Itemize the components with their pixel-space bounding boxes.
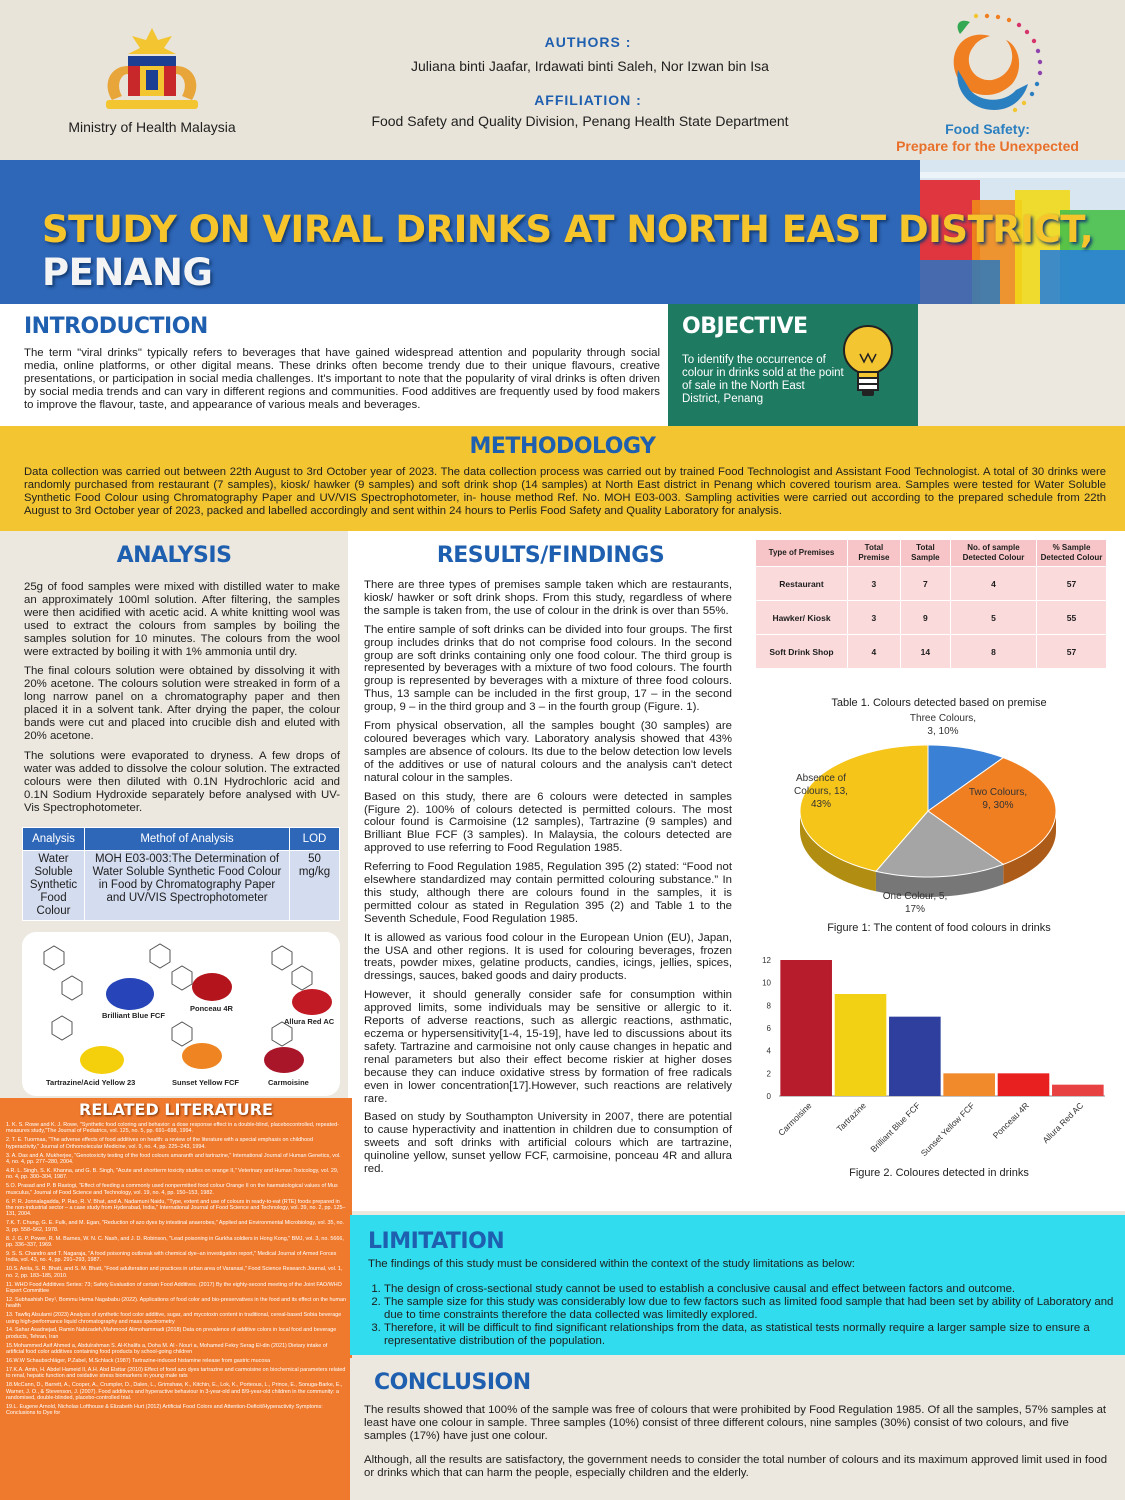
introduction-section [0, 304, 668, 426]
table-header: No. of sample Detected Colour [951, 540, 1037, 567]
reference-item: 4.R. L. Singh, S. K. Khanna, and G. B. Singh, "Acute and shortterm toxicity studies on orange II," Veterinary and Human Toxicology, vol. 29, no. 4, pp. 300–304, 1987. [6, 1167, 339, 1181]
reference-item: 19.L. Eugene Arnold, Nicholas Lofthouse & Elizabeth Hurt (2012) Artificial Food Colors and Attention-Deficit/Hyperactivity Symptoms: Conclusions to Dye for [6, 1404, 323, 1417]
results-paragraph: The entire sample of soft drinks can be divided into four groups. The first group includes drinks that do not comprise food colours. In the second group are soft drinks containing only one food colour. The third group is represented by beverages with a mixture of two food colours. The fourth group is represented by beverages with a mixture of three food colours. Thus, 13 sample can be included in the first group, 17 – in the second group, 9 – in the third group and 3 – in the fourth group (Figure. 1). [364, 623, 732, 714]
food-safety-logo [920, 10, 1055, 122]
colourant-label: Tartrazine/Acid Yellow 23 [46, 1078, 136, 1087]
table-cell: 50 mg/kg [290, 851, 340, 921]
authors-label: AUTHORS : [544, 34, 632, 50]
conclusion-paragraph: The results showed that 100% of the sample was free of colours that were prohibited by Food Regulation 1985. Of all the samples, 57% samples at least have one colour in sample. Three samples (10%) consist of three different colours, nine samples (30%) consist of two colours, and five samples (17%) have just one colour. [364, 1404, 1107, 1442]
limitation-intro: The findings of this study must be considered within the context of the study limitations as below: [368, 1258, 855, 1270]
colourant-label: Brilliant Blue FCF [102, 1011, 165, 1020]
reference-item: 9. S. S. Chandro and T. Nagaraja, "A food poisoning outbreak with chemical dye–an investigation report," Medical Journal of Armed Forces India, vol. 43, no. 4, pp. 291–293, 1987. [6, 1250, 337, 1264]
table-cell: 57 [1037, 635, 1107, 669]
pie-label: 9, 30% [982, 800, 1014, 811]
reference-item: 17.K.A. Amin, H. Abdel Hameid II, A.H. Abd Elsttar (2010) Effect of food azo dyes tartrazine and carmoisine on biochemical parameters related to renal, hepatic function and oxidative stress biomarkers in young male rats [6, 1367, 346, 1380]
table-header: Total Sample [900, 540, 950, 567]
bar-chart [753, 948, 1125, 1158]
slogan-line-1: Food Safety: [945, 121, 1030, 137]
table-header: Type of Premises [756, 540, 848, 567]
lightbulb-icon [840, 322, 896, 404]
pie-label: 3, 10% [927, 726, 959, 737]
limitation-item: 3. Therefore, it will be difficult to find significant relationships from the data, as statistical tests normally require a larger sample size to ensure a representative distribution of the population. [384, 1322, 1114, 1347]
reference-item: 18.McCann, D., Barrett, A., Cooper, A., Crumpler, D., Dalen, L., Grimshaw, K., Kitchin, E., Lok, K., Porteous, L., Prince, E., Sonuga-Barke, E., Warner, J. O., & Stevenson, J. (2007). Food additives and hyperactive behaviour in 3-year-old and 8/9-year-old children in the community: a randomised, double-blinded, placebo-controlled trial. [6, 1382, 343, 1402]
table-cell: 7 [900, 567, 950, 601]
table-header: % Sample Detected Colour [1037, 540, 1107, 567]
results-paragraph: It is allowed as various food colour in the European Union (EU), Japan, the USA and other regions. It is used for colouring beverages, frozen treats, powder mixes, gelatine products, candies, icings, jellies, spices, dressings, sauces, baked goods and dairy products. [364, 931, 732, 983]
coat-of-arms-logo [92, 26, 212, 112]
pie-label: Two Colours, [968, 787, 1028, 798]
bar-sunset-yellow-fcf [943, 1073, 995, 1096]
reference-item: 6. P. R. Jonnalagadda, P. Rao, R. V. Bhat, and A. Nadamuni Naidu, "Type, extent and use of colours in ready-to-eat (RTE) foods prepared in the non-industrial sector – a case study from Hyderabad, India," International Journal of Food Science and Technology, vol. 39, no. 2, pp. 125–131, 2004. [6, 1198, 346, 1218]
table-header: LOD [290, 828, 340, 851]
authors-names: Juliana binti Jaafar, Irdawati binti Saleh, Nor Izwan bin Isa [411, 58, 769, 74]
reference-item: 8. J. G. P. Power, R. M. Barnes, W. N. C. Nash, and J. D. Robinson, "Lead poisoning in Gurkha soldiers in Hong Kong," BMJ, vol. 3, no. 5666, pp. 336–337, 1969. [6, 1235, 344, 1248]
table-cell: 4 [951, 567, 1037, 601]
x-tick-label: Ponceau 4R [990, 1100, 1031, 1141]
analysis-paragraph: The final colours solution were obtained by dissolving it with 20% acetone. The colours solution were streaked in form of a long narrow panel on a chromatography paper and then placed it in a solvent tank. After drying the paper, the colour bands were cut and placed into crucible dish and eluted with 20% acetone. [24, 665, 340, 742]
reference-item: 2. T. E. Tuormaa, "The adverse effects of food additives on health: a review of the literature with a special emphasis on childhood hyperactivity," Journal of Orthomolecular Medicine, vol. 9, no. 4, pp. 225–243, 1994. [6, 1137, 314, 1150]
results-paragraph: There are three types of premises sample taken which are restaurants, kiosk/ hawker or soft drink shops. From this study, regardless of where the sample is taken from, the use of colour in the drink is over than 55%. [364, 579, 732, 617]
table-header: Methof of Analysis [85, 828, 290, 851]
table-cell: 3 [848, 601, 901, 635]
analysis-section [0, 531, 348, 1098]
x-tick-label: Allura Red AC [1040, 1100, 1086, 1146]
results-paragraph: However, it should generally consider safe for consumption within approved limits, some individuals may be sensitive or allergic to it. Reports of adverse reactions, such as allergic reactions, asthmatic, eczema or hypersensitivity[1-4, 15-19], have led to discussions about its safety. Tartrazine and carmoisine not only cause changes in hepatic and renal parameters but also their effect become riskier at higher doses because they can induce oxidative stress by formation of free radicals even in lower concentration[17].However, such reactions are relatively rare. [364, 989, 732, 1105]
pie-label: Colours, 13, [794, 786, 848, 797]
pie-label: 43% [810, 799, 832, 810]
pie-label: Absence of [795, 773, 847, 784]
methodology-text: Data collection was carried out between 22th August to 3rd October year of 2023. The data collection process was carried out by trained Food Technologist and Assistant Food Technologist. A total of 30 drinks were randomly purchased from restaurant (7 samples), kiosk/ hawker (9 samples) and soft drink shop (14 samples) at North East district in Penang which covered tourism area. Samples were tested for Water Soluble Synthetic Food Colour using Chromatography Paper and UV/VIS Spectrophotometer, in- house method Ref. No. MOH E03-003. Sampling activities were carried out according to the prepared schedule from 22th August to 3rd October year of 2023, packed and labelled accordingly and sent within 24 hours to Perlis Food Safety and Quality Laboratory for analysis. [24, 466, 1106, 517]
objective-heading: OBJECTIVE [682, 314, 808, 339]
colourant-label: Ponceau 4R [190, 1004, 233, 1013]
bar-caption: Figure 2. Coloures detected in drinks [849, 1167, 1029, 1179]
reference-item: 10.S. Anita, S. R. Bhatt, and S. M. Bhatt, "Food adulteration and practices in urban area of Varanasi," Food Science Research Journal, vol. 1, no. 2, pp. 183–185, 2010. [6, 1266, 343, 1279]
conclusion-section [350, 1358, 1125, 1500]
table-cell: 3 [848, 567, 901, 601]
y-tick-label: 6 [766, 1024, 771, 1033]
affiliation-text: Food Safety and Quality Division, Penang Health State Department [371, 113, 789, 129]
bar-allura-red-ac [1052, 1085, 1104, 1096]
related-literature-section [0, 1098, 352, 1500]
table-cell: Soft Drink Shop [756, 635, 848, 669]
results-section [348, 531, 753, 1211]
table-cell: 9 [900, 601, 950, 635]
results-paragraph: From physical observation, all the samples bought (30 samples) are coloured beverages which vary. Laboratory analysis showed that 43% samples are absence of colours. Its due to the below detection low levels of the additives or use of natural colours and the analysis can't detect natural colour in the samples. [364, 720, 732, 784]
figures-column [753, 531, 1125, 1211]
objective-text: To identify the occurrence of colour in drinks sold at the point of sale in the North East District, Penang [682, 354, 844, 405]
bar-ponceau-4r [998, 1073, 1050, 1096]
results-paragraph: Referring to Food Regulation 1985, Regulation 395 (2) stated: “Food not elsewhere standardized may contain permitted colouring substance.” In this study, although there are colours found in the samples, it is permitted colour as stated in Regulation 395 (2) and Table 1 to the Seventh Schedule, Food Regulation 1985. [364, 861, 732, 925]
y-tick-label: 2 [766, 1069, 771, 1079]
table-cell: MOH E03-003:The Determination of Water Soluble Synthetic Food Colour in Food by Chromatography Paper and UV/VIS Spectrophotometer [85, 851, 290, 921]
reference-item: 5.O. Prasad and P. B Rastogi, "Effect of feeding a commonly used nonpermitted food colour Orange II on the haematological values of Mus musculus," Journal of Food Science and Technology, vol. 19, no. 4, pp. 150–153, 1982. [6, 1183, 338, 1196]
reference-item: 3. A. Das and A. Mukherjee, "Genotoxicity testing of the food colours amaranth and tartrazine," International Journal of Human Genetics, vol. 4, no. 4, pp. 277–280, 2004. [6, 1152, 341, 1166]
y-tick-label: 12 [762, 956, 771, 965]
premises-table [755, 539, 1107, 669]
reference-item: 7.K. T. Chung, G. E. Fulk, and M. Egan, "Reduction of azo dyes by intestinal anaerobes," Applied and Environmental Microbiology, vol. 35, no. 3, pp. 558–562, 1978. [6, 1220, 345, 1233]
y-tick-label: 4 [766, 1046, 771, 1056]
reference-item: 15.Mohammed Asif Ahmed a, Abdulrahman S. Al-Khalifa a, Doha M. Al - Nouri a, Mohamed Fekry Serag El-din (2021) Dietary intake of artificial food color additives containing food products by school-going children [6, 1342, 328, 1356]
analysis-paragraph: 25g of food samples were mixed with distilled water to make an approximately 100ml solution. After filtering, the samples were then acidified with acetic acid. A white knitting wool was used to extract the colours from samples by boiling the samples solution for 10 minutes. The colours from the wool were extracted by boiling it with 1% ammonia until dry. [24, 581, 340, 658]
y-tick-label: 0 [766, 1092, 771, 1101]
conclusion-paragraph: Although, all the results are satisfactory, the government needs to consider the total number of colours and its maximum approved limit used in food or drinks which that can harm the people, especially children and the elderly. [364, 1454, 1108, 1479]
results-paragraph: Based on study by Southampton University in 2007, there are potential to cause hyperactivity and inattention in children due to consumption of sweets and soft drinks with artificial colours which are tartrazine, quinoline yellow, sunset yellow FCF, carmoisine, ponceau 4R and allura red. [364, 1111, 732, 1176]
reference-item: 16.W.W Schaubschläger, P.Zabel, M.Schlack (1987) Tartrazine-induced histamine release from gastric mucosa [6, 1358, 271, 1365]
results-paragraph: Based on this study, there are 6 colours were detected in samples (Figure 2). 100% of colours detected is permitted colours. The most colour found is Carmoisine (12 samples), Tartrazine (9 samples) and Brilliant Blue FCF (3 samples). In Malaysia, the colours detected are approved to use referring to Food Regulation 1985. [364, 790, 732, 855]
x-tick-label: Sunset Yellow FCF [918, 1100, 977, 1158]
analysis-paragraph: The solutions were evaporated to dryness. A few drops of water was added to dissolve the colour solution. The extracted colours were then diluted with 0.1N Hydrochloric acid and 0.1N Sodium Hydroxide separately before analysed with UV-Vis Spectrophotometer. [24, 749, 340, 814]
objective-section [668, 304, 918, 426]
colourant-label: Carmoisine [268, 1078, 309, 1087]
poster-title: STUDY ON VIRAL DRINKS AT NORTH EAST DISTRICT, PENANG [42, 208, 1094, 294]
table-cell: 55 [1037, 601, 1107, 635]
pie-label: One Colour, 5, [882, 891, 948, 902]
reference-item: 14. Sahar Asadnejad, Ramin Nabizadeh,Mahmood Alimohammadi (2018) Data on prevalence of additive colors in local food and beverage products, Tehran, Iran [6, 1327, 337, 1340]
bar-carmoisine [780, 960, 832, 1096]
reference-item: 13. Tawfiq Alsulami (2023) Analysis of synthetic food color additive, sugar, and mycotoxin content in traditional, cereal-based Sobia beverage using high-performance liquid chromatography and mass spectrometry [6, 1312, 342, 1325]
x-tick-label: Carmoisine [776, 1100, 814, 1138]
table-cell: 14 [900, 635, 950, 669]
reference-list [6, 1122, 346, 1419]
analysis-method-table [22, 827, 340, 921]
reference-item: 1. K. S. Rowe and K. J. Rowe, "Synthetic food coloring and behavior: a dose response effect in a double-blind, placebocontrolled, repeated-measures study,"The Journal of Pediatrics, vol. 125, no. 5, pp. 691–698, 1994. [6, 1122, 339, 1135]
x-tick-label: Tartrazine [834, 1100, 868, 1134]
limitation-heading: LIMITATION [368, 1229, 505, 1254]
table-header: Total Premise [848, 540, 901, 567]
y-tick-label: 8 [766, 1001, 771, 1011]
limitation-item: 1. The design of cross-sectional study cannot be used to establish a conclusive causal and effect between factors and outcome. [384, 1283, 1114, 1295]
pie-label: Three Colours, [909, 713, 977, 724]
table-cell: Restaurant [756, 567, 848, 601]
table-cell: 8 [951, 635, 1037, 669]
ministry-name: Ministry of Health Malaysia [68, 119, 236, 135]
pie-label: 17% [904, 904, 926, 915]
introduction-text: The term "viral drinks" typically refers to beverages that have gained widespread attention and popularity through social media, online platforms, or other digital means. These drinks often become trendy due to their unique flavours, creative presentations, or participation in social media challenges. It's important to note that the popularity of viral drinks is often driven by social media trends and can vary in different regions and communities. Food additives are frequently used by food makers to improve the flavour, taste, and appearance of various meals and beverages. [24, 347, 660, 411]
limitation-item: 2. The sample size for this study was considerably low due to few factors such as limited food sample that had been set by ability of Laboratory and due to time constraints therefore the data collected was limitedly explored. [384, 1296, 1114, 1321]
reference-item: 12. Subhashish Dey¹, Bommu Hema Nagababu (2022). Applications of food color and bio-preservatives in the food and its effect on the human health [6, 1296, 347, 1310]
table-header: Analysis [23, 828, 85, 851]
introduction-heading: INTRODUCTION [24, 314, 208, 339]
y-tick-label: 10 [762, 978, 771, 988]
related-literature-heading: RELATED LITERATURE [79, 1100, 273, 1119]
colourant-label: Sunset Yellow FCF [172, 1078, 239, 1087]
methodology-heading: METHODOLOGY [469, 434, 656, 459]
pie-chart [753, 711, 1125, 916]
bar-brilliant-blue-fcf [889, 1017, 941, 1096]
methodology-section [0, 426, 1125, 531]
table-cell: 5 [951, 601, 1037, 635]
reference-item: 11. WHO Food Additives Series: 73; Safety Evaluation of certain Food Additives. (2017) By the eighty-second meeting of the Joint FAO/WHO Expert Committee [6, 1281, 342, 1294]
table-cell: 57 [1037, 567, 1107, 601]
x-tick-label: Brilliant Blue FCF [868, 1100, 923, 1155]
colourant-label: Allura Red AC [284, 1017, 335, 1026]
table-cell: 4 [848, 635, 901, 669]
table-cell: Water Soluble Synthetic Food Colour [23, 851, 85, 921]
conclusion-heading: CONCLUSION [374, 1370, 531, 1395]
results-heading: RESULTS/FINDINGS [436, 543, 665, 568]
colourant-structures-panel [22, 932, 340, 1096]
table-caption: Table 1. Colours detected based on premise [831, 697, 1047, 709]
bar-tartrazine [835, 994, 887, 1096]
limitation-section [350, 1215, 1125, 1355]
pie-caption: Figure 1: The content of food colours in drinks [827, 922, 1051, 934]
analysis-heading: ANALYSIS [116, 543, 232, 568]
slogan-line-2: Prepare for the Unexpected [896, 138, 1079, 154]
chemical-structures-illustration [22, 932, 340, 1096]
affiliation-label: AFFILIATION : [534, 92, 642, 108]
table-cell: Hawker/ Kiosk [756, 601, 848, 635]
